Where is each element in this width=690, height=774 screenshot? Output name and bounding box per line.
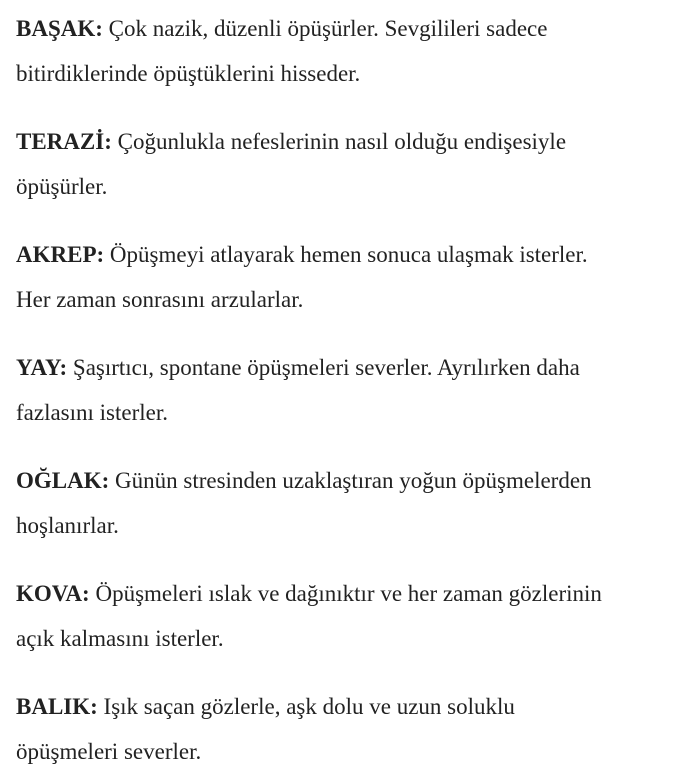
sign-label: OĞLAK: <box>16 468 110 493</box>
entry-first-line <box>16 571 688 616</box>
sign-label: TERAZİ: <box>16 129 112 154</box>
entry-text: Günün stresinden uzaklaştıran yoğun öpüşmelerden <box>109 468 592 493</box>
sign-label: YAY: <box>16 355 68 380</box>
entry-second-line: fazlasını isterler. <box>16 400 168 425</box>
entry-first-line <box>16 345 688 390</box>
sign-label: AKREP: <box>16 242 105 267</box>
entry-oglak <box>16 458 688 548</box>
entry-terazi <box>16 119 688 209</box>
entry-akrep <box>16 232 688 322</box>
entry-first-line <box>16 6 688 51</box>
entry-text: Öpüşmeyi atlayarak hemen sonuca ulaşmak isterler. <box>104 242 588 267</box>
entry-text: Çoğunlukla nefeslerinin nasıl olduğu endişesiyle <box>111 129 567 154</box>
entry-kova <box>16 571 688 661</box>
entry-second-line: açık kalmasını isterler. <box>16 626 224 651</box>
entry-second-line: Her zaman sonrasını arzularlar. <box>16 287 304 312</box>
entry-yay <box>16 345 688 435</box>
entry-basak <box>16 6 688 96</box>
sign-label: BALIK: <box>16 694 98 719</box>
entry-text: Çok nazik, düzenli öpüşürler. Sevgilileri sadece <box>102 16 548 41</box>
entry-text: Öpüşmeleri ıslak ve dağınıktır ve her zaman gözlerinin <box>89 581 602 606</box>
entry-first-line <box>16 684 688 729</box>
entry-text: Şaşırtıcı, spontane öpüşmeleri severler. Ayrılırken daha <box>67 355 580 380</box>
entry-second-line: hoşlanırlar. <box>16 513 119 538</box>
entry-text: Işık saçan gözlerle, aşk dolu ve uzun soluklu <box>97 694 515 719</box>
entry-first-line <box>16 232 688 277</box>
entry-second-line: öpüşmeleri severler. <box>16 739 202 764</box>
sign-label: BAŞAK: <box>16 16 103 41</box>
entry-balik <box>16 684 688 774</box>
entry-second-line: bitirdiklerinde öpüştüklerini hisseder. <box>16 61 361 86</box>
entry-first-line <box>16 458 688 503</box>
entry-first-line <box>16 119 688 164</box>
sign-label: KOVA: <box>16 581 90 606</box>
entry-second-line: öpüşürler. <box>16 174 108 199</box>
